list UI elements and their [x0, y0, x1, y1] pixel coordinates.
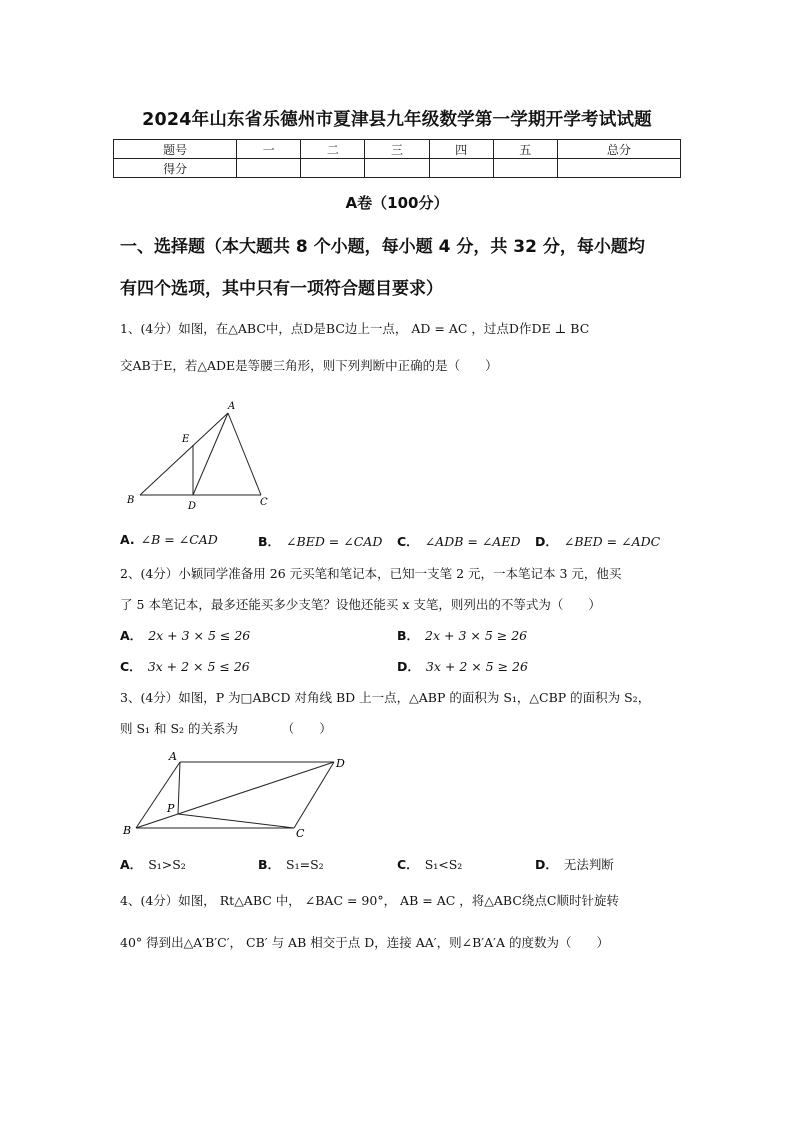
score-cell	[301, 159, 365, 178]
q2-option-b: B． 2x + 3 × 5 ≥ 26	[397, 628, 528, 643]
score-header-cell: 五	[493, 140, 557, 159]
q1-option-c: C． ∠ADB = ∠AED	[397, 534, 521, 549]
segment-ba	[136, 762, 180, 828]
score-table-score-row	[114, 159, 681, 178]
label-c: C	[260, 497, 268, 508]
q3-option-d: D． 无法判断	[535, 857, 614, 872]
q1-option-a: A. ∠B = ∠CAD	[120, 532, 218, 547]
score-header-cell: 总分	[557, 140, 680, 159]
q2-text-line1: 2、(4分）小颖同学准备用 26 元买笔和笔记本，已知一支笔 2 元，一本笔记本 3 元，他买	[120, 566, 622, 581]
score-table	[113, 139, 681, 178]
label-d: D	[188, 501, 197, 512]
segment-ac	[228, 413, 261, 495]
score-header-cell: 三	[365, 140, 429, 159]
q1-triangle-figure	[120, 395, 280, 515]
q1-option-d: D． ∠BED = ∠ADC	[535, 534, 661, 549]
q3-option-c: C． S₁<S₂	[397, 857, 463, 872]
score-cell	[365, 159, 429, 178]
segment-pc	[178, 814, 294, 828]
section-heading-line1: 一、选择题（本大题共 8 个小题，每小题 4 分，共 32 分，每小题均	[120, 237, 645, 257]
segment-ap	[178, 762, 180, 814]
exam-title: 2024年山东省乐德州市夏津县九年级数学第一学期开学考试试题	[142, 110, 652, 130]
score-table-header-row	[114, 140, 681, 159]
section-heading-line2: 有四个选项，其中只有一项符合题目要求）	[120, 279, 443, 299]
q1-text-line2: 交AB于E，若△ADE是等腰三角形，则下列判断中正确的是（ ）	[120, 358, 498, 373]
score-cell	[557, 159, 680, 178]
label-e: E	[182, 434, 190, 445]
q4-text-line1: 4、(4分）如图， Rt△ABC 中， ∠BAC = 90°， AB = AC ，将△ABC绕点C顺时针旋转	[120, 893, 619, 908]
q4-text-line2: 40° 得到出△A′B′C′， CB′ 与 AB 相交于点 D，连接 AA′，则∠B′A′A 的度数为（ ）	[120, 935, 609, 950]
score-header-cell: 四	[429, 140, 493, 159]
label-a: A	[169, 750, 177, 763]
q3-option-b: B． S₁=S₂	[258, 857, 324, 872]
segment-cd	[294, 762, 334, 828]
label-a: A	[228, 401, 236, 412]
label-b: B	[123, 824, 132, 837]
score-header-cell: 题号	[114, 140, 237, 159]
q2-option-a: A． 2x + 3 × 5 ≤ 26	[120, 628, 251, 643]
paper-part-heading: A卷（100分）	[345, 194, 449, 212]
label-b: B	[127, 495, 135, 506]
q3-text-line1: 3、(4分）如图，P 为□ABCD 对角线 BD 上一点，△ABP 的面积为 S₁，△CBP 的面积为 S₂，	[120, 690, 651, 705]
q2-option-d: D． 3x + 2 × 5 ≥ 26	[397, 659, 528, 674]
segment-ad	[193, 413, 228, 495]
label-d: D	[336, 757, 345, 770]
score-cell	[237, 159, 301, 178]
score-header-cell: 二	[301, 140, 365, 159]
score-header-cell: 一	[237, 140, 301, 159]
segment-ba	[140, 413, 228, 495]
q2-text-line2: 了 5 本笔记本，最多还能买多少支笔？设他还能买 x 支笔，则列出的不等式为（ ）	[120, 597, 601, 612]
label-c: C	[296, 827, 305, 840]
score-cell	[493, 159, 557, 178]
score-cell	[429, 159, 493, 178]
score-row-label: 得分	[114, 159, 237, 178]
q1-text-line1: 1、(4分）如图，在△ABC中，点D是BC边上一点， AD = AC ，过点D作DE ⊥ BC	[120, 321, 590, 336]
label-p: P	[167, 802, 175, 815]
q3-option-a: A． S₁>S₂	[120, 857, 186, 872]
q1-option-b: B． ∠BED = ∠CAD	[258, 534, 383, 549]
q3-parallelogram-figure	[118, 748, 358, 840]
q2-option-c: C． 3x + 2 × 5 ≤ 26	[120, 659, 250, 674]
diagonal-bd	[136, 762, 334, 828]
q3-text-line2: 则 S₁ 和 S₂ 的关系为 （ ）	[120, 721, 332, 736]
